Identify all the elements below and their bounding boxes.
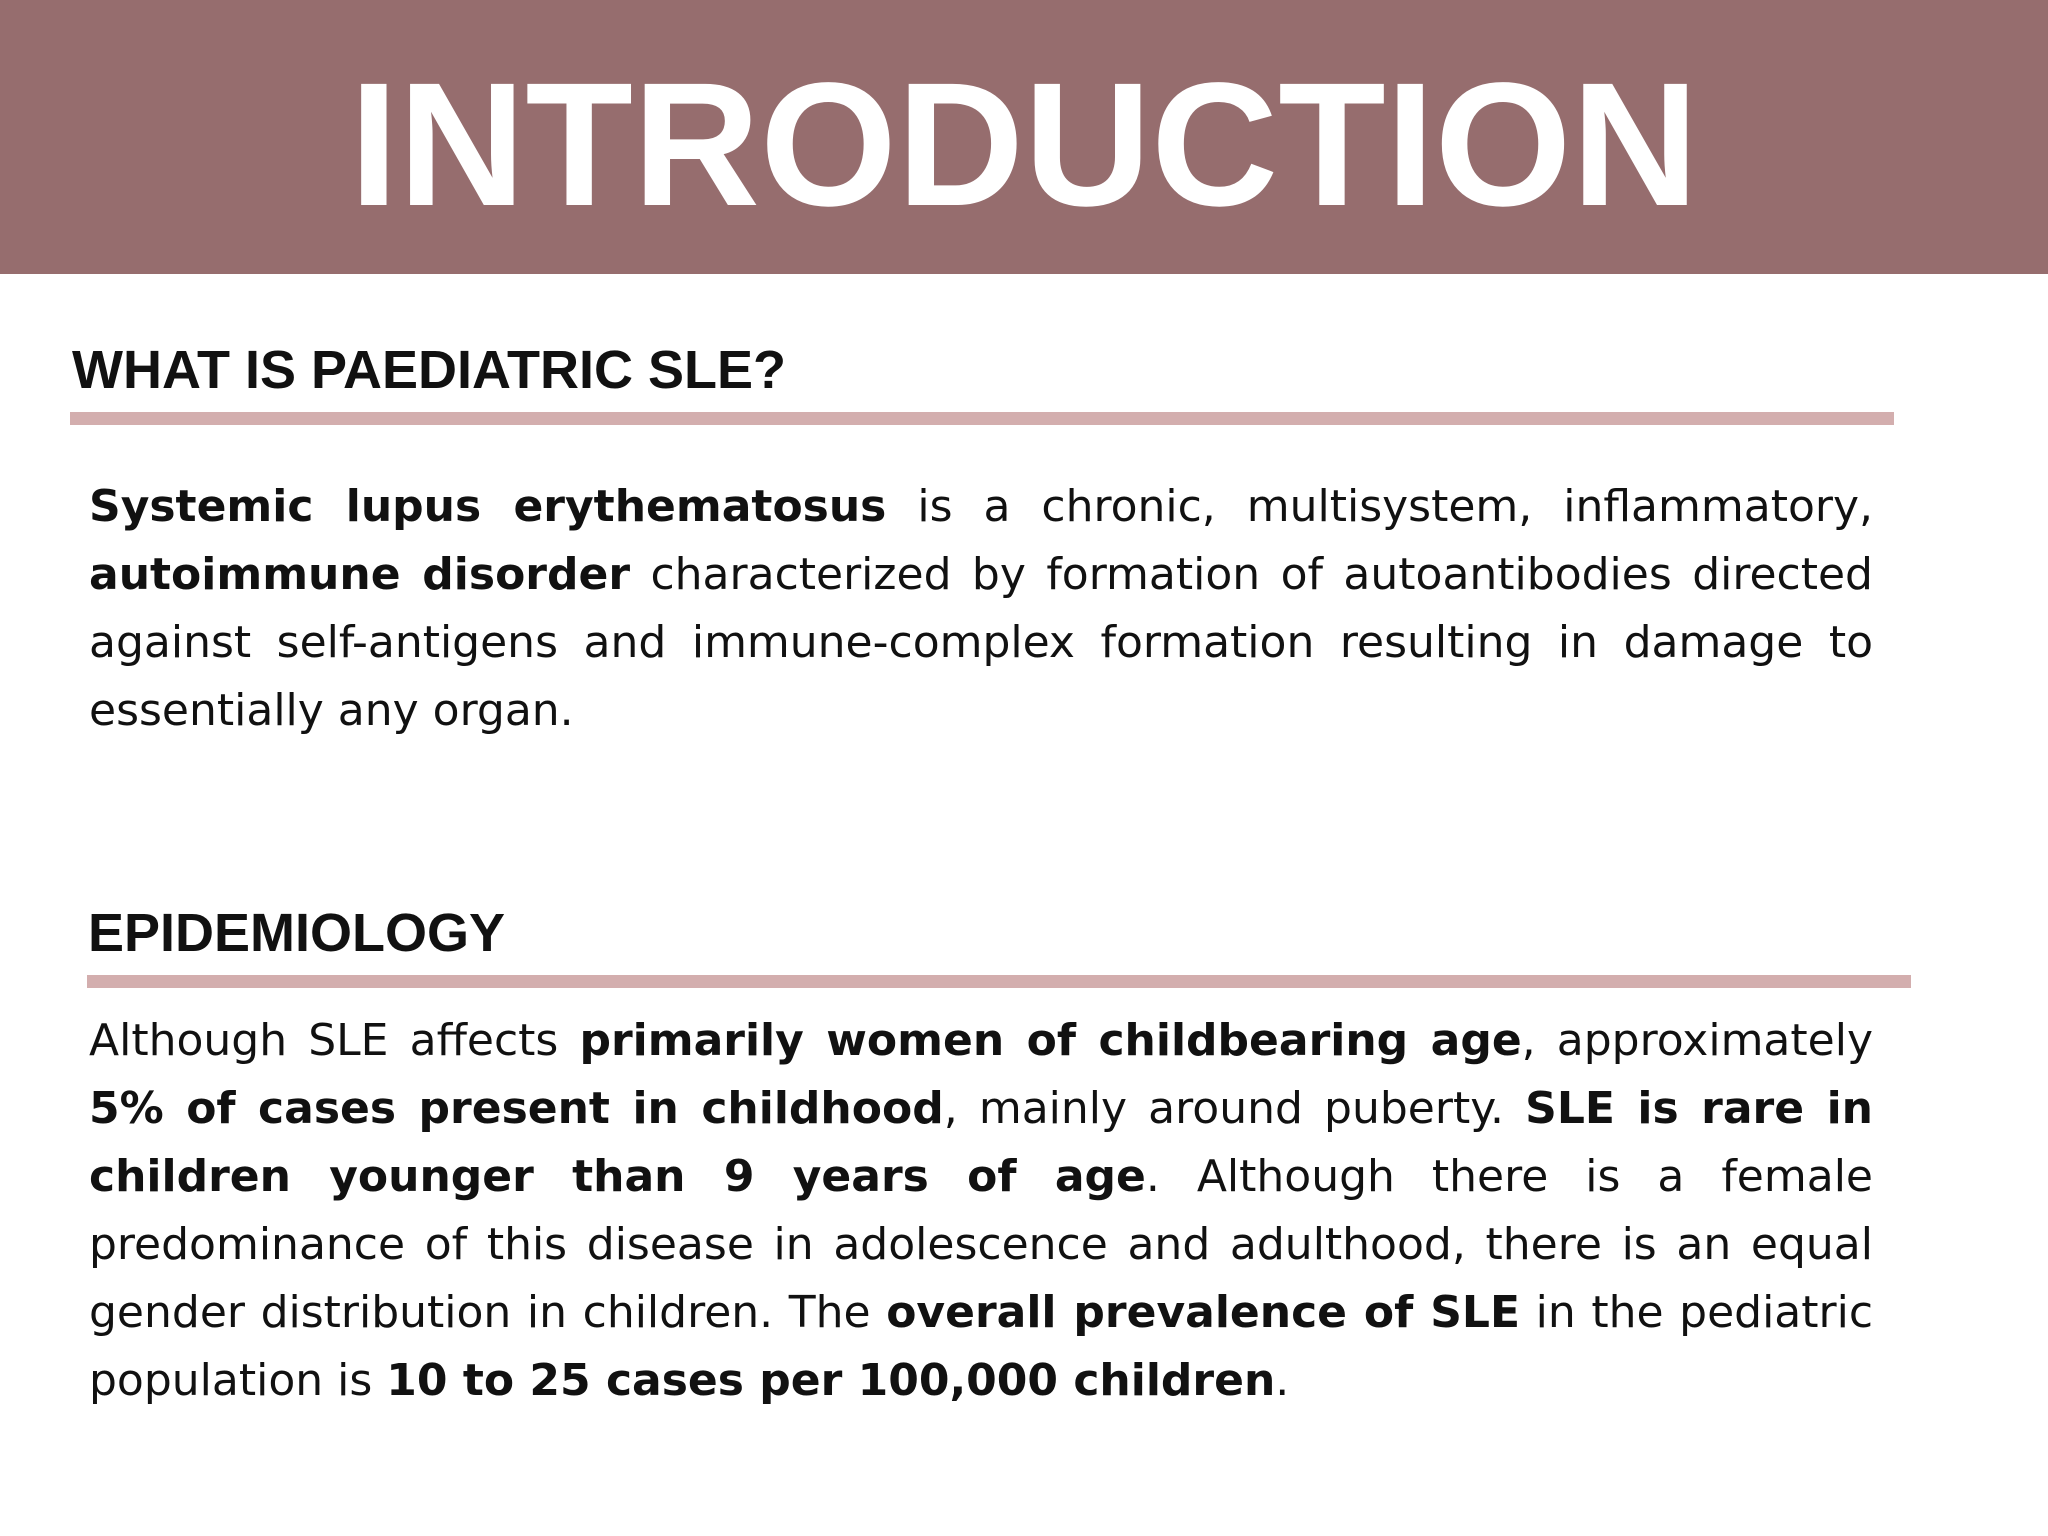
bold-term: 10 to 25 cases per 100,000 children [386,1355,1276,1406]
paragraph-text: in the pediatric population is [89,1287,1874,1406]
section-divider [87,975,1911,988]
definition-paragraph [89,473,1873,745]
epidemiology-paragraph [89,1007,1873,1415]
paragraph-text: characterized by formation of autoantibodies directed against self-antigens and immune-complex formation resulting in damage to essentially any organ. [89,549,1873,736]
section-divider [70,412,1894,425]
bold-term: overall prevalence of SLE [886,1287,1521,1338]
section-heading-epidemiology: EPIDEMIOLOGY [88,903,506,963]
paragraph-text: . Although there is a female predominance of this disease in adolescence and adulthood, there is an equal gender distribution in children. The [89,1151,1873,1338]
bold-term: Systemic lupus erythematosus [89,481,887,532]
paragraph-text: Although SLE affects [89,1015,580,1066]
paragraph-text: . [1275,1355,1290,1406]
slide-title: INTRODUCTION [349,47,1699,243]
bold-term: 5% of cases present in childhood [89,1083,944,1134]
paragraph-text: , mainly around puberty. [943,1083,1526,1134]
paragraph-text: is a chronic, multisystem, inflammatory, [886,481,1873,532]
title-banner [0,0,2048,274]
bold-term: primarily women of childbearing age [579,1015,1522,1066]
bold-term: SLE is rare in children younger than 9 years of age [89,1083,1873,1202]
bold-term: autoimmune disorder [89,549,631,600]
section-heading-what-is-sle: WHAT IS PAEDIATRIC SLE? [72,340,786,400]
paragraph-text: , approximately [1521,1015,1873,1066]
